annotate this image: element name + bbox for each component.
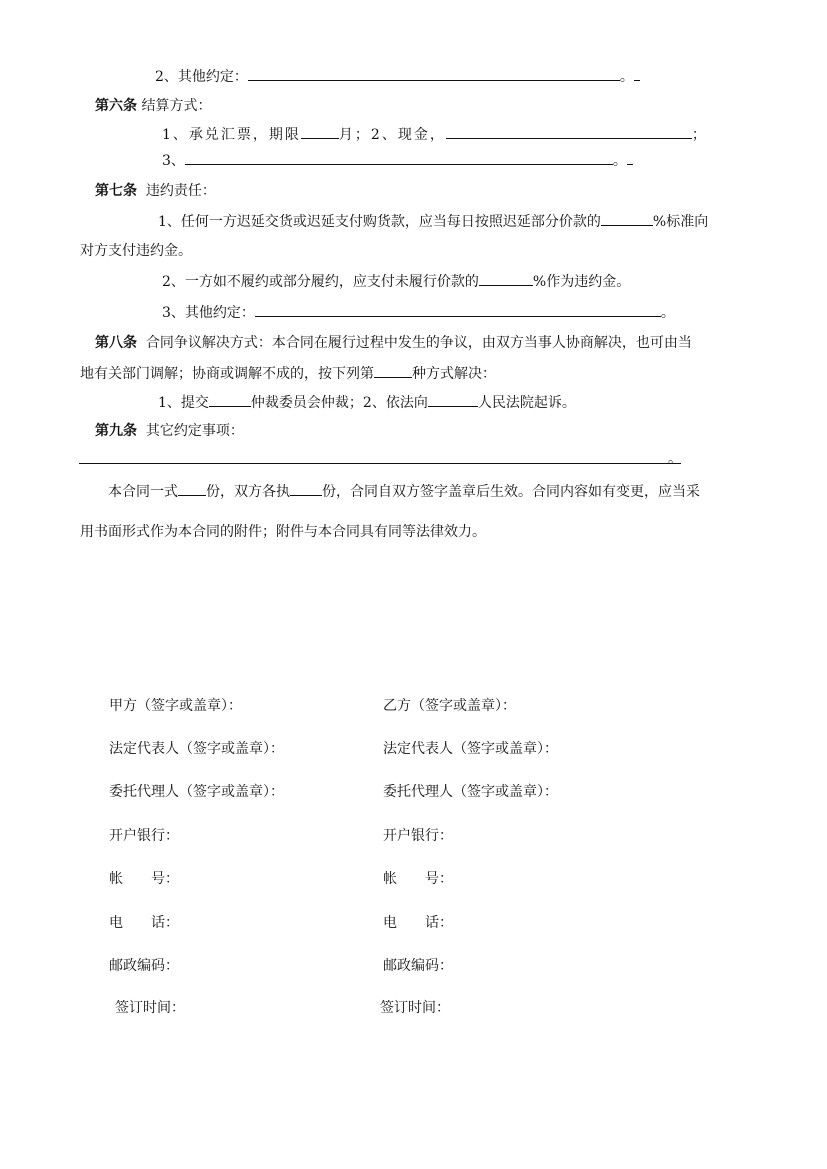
section7-item3: 3、其他约定： 。 xyxy=(162,302,675,322)
section6-item3-blank[interactable] xyxy=(185,150,613,165)
section9-heading: 第九条 其它约定事项： xyxy=(95,423,244,439)
section7-item2: 2、一方如不履约或部分履约，应支付未履行价款的 %作为违约金。 xyxy=(162,271,630,291)
section7-item1: 1、任何一方迟延交货或迟延支付购货款，应当每日按照迟延部分价款的 %标准向 xyxy=(158,211,708,231)
cash-blank[interactable] xyxy=(446,124,692,139)
section9-blank-line[interactable] xyxy=(79,463,667,464)
section6-heading: 第六条 结算方式： xyxy=(95,98,212,114)
party-b-agent: 委托代理人（签字或盖章）： xyxy=(383,784,558,800)
party-b-bank: 开户银行： xyxy=(383,828,453,844)
penalty-rate-blank[interactable] xyxy=(479,271,533,286)
section8-line2: 地有关部门调解；协商或调解不成的，按下列第 种方式解决： xyxy=(80,363,496,383)
section8-line1: 第八条 合同争议解决方式：本合同在履行过程中发生的争议，由双方当事人协商解决，也可由当 xyxy=(95,335,692,351)
daily-penalty-rate-blank[interactable] xyxy=(601,211,653,226)
party-a-signature: 甲方（签字或盖章）： xyxy=(109,698,242,714)
party-a-agent: 委托代理人（签字或盖章）： xyxy=(109,784,284,800)
party-a-account: 帐 号： xyxy=(109,871,179,887)
party-b-postcode: 邮政编码： xyxy=(383,958,453,974)
section5-item2: 2、其他约定： 。 xyxy=(155,66,640,86)
party-a-phone: 电 话： xyxy=(109,915,179,931)
section7-heading: 第七条 违约责任： xyxy=(95,183,216,199)
party-a-sign-date: 签订时间： xyxy=(115,1000,185,1016)
party-a-postcode: 邮政编码： xyxy=(109,958,179,974)
court-blank[interactable] xyxy=(428,392,478,407)
each-party-copies-blank[interactable] xyxy=(290,481,322,496)
party-b-signature: 乙方（签字或盖章）： xyxy=(383,698,516,714)
party-b-legal-rep: 法定代表人（签字或盖章）： xyxy=(383,741,558,757)
party-b-phone: 电 话： xyxy=(383,915,453,931)
copies-blank[interactable] xyxy=(178,481,206,496)
party-a-bank: 开户银行： xyxy=(109,828,179,844)
section5-item2-blank[interactable] xyxy=(248,66,620,81)
section7-item3-blank[interactable] xyxy=(255,302,661,317)
resolution-method-blank[interactable] xyxy=(374,363,412,378)
closing-line1: 本合同一式 份，双方各执 份，合同自双方签字盖章后生效。合同内容如有变更，应当采 xyxy=(108,481,700,501)
section7-item1-cont: 对方支付违约金。 xyxy=(80,243,192,259)
closing-line2: 用书面形式作为本合同的附件；附件与本合同具有同等法律效力。 xyxy=(80,524,486,540)
party-a-legal-rep: 法定代表人（签字或盖章）： xyxy=(109,741,284,757)
party-b-account: 帐 号： xyxy=(383,871,453,887)
section8-line3: 1、提交 仲裁委员会仲裁；2、依法向 人民法院起诉。 xyxy=(158,392,576,412)
party-b-sign-date: 签订时间： xyxy=(380,1000,450,1016)
arbitration-committee-blank[interactable] xyxy=(209,392,251,407)
section9-end: 。 xyxy=(668,451,682,467)
term-months-blank[interactable] xyxy=(301,124,339,139)
section6-item1: 1、承兑汇票，期限 月；2、现金， ； xyxy=(162,124,708,144)
section6-item3: 3、 。 xyxy=(162,150,633,170)
